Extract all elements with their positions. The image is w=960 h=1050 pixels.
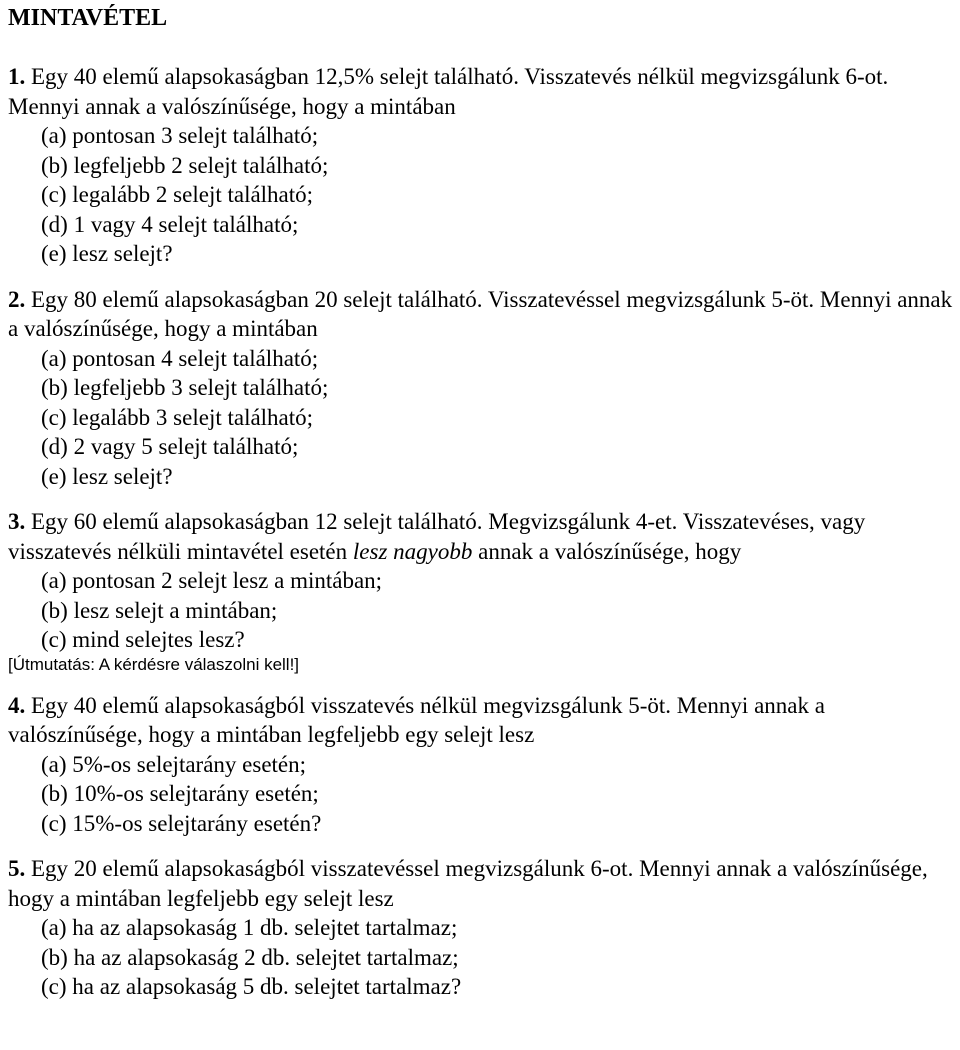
problem-1-item-a: (a) pontosan 3 selejt található; — [41, 123, 319, 148]
document-page — [8, 4, 954, 1002]
problem-5-item-c: (c) ha az alapsokaság 5 db. selejtet tartalmaz? — [41, 974, 462, 999]
problem-3-text-before: Egy 60 elemű alapsokaságban 12 selejt található. Megvizsgálunk 4-et. Visszatevéses, vagy visszatevés nélküli mintavétel esetén — [8, 509, 866, 564]
page-title: MINTAVÉTEL — [8, 5, 168, 31]
problem-3-item-a: (a) pontosan 2 selejt lesz a mintában; — [41, 568, 383, 593]
problem-3-hint: [Útmutatás: A kérdésre válaszolni kell!] — [8, 654, 300, 674]
problem-3-emphasis: lesz nagyobb — [352, 538, 473, 564]
problem-4-stem — [8, 691, 954, 750]
problem-3-number: 3. — [8, 509, 26, 534]
problem-3-item-c: (c) mind selejtes lesz? — [41, 627, 245, 652]
problem-4-item-b: (b) 10%-os selejtarány esetén; — [41, 781, 319, 806]
problem-3-text-after: annak a valószínűsége, hogy — [472, 538, 742, 564]
problem-2-item-d: (d) 2 vagy 5 selejt található; — [41, 434, 299, 459]
problem-4-item-c: (c) 15%-os selejtarány esetén? — [41, 810, 322, 836]
problem-3-stem — [8, 507, 954, 566]
problem-4-number: 4. — [8, 692, 26, 718]
problem-5-item-a: (a) ha az alapsokaság 1 db. selejtet tartalmaz; — [41, 915, 458, 940]
problem-2-number: 2. — [8, 286, 26, 312]
problem-1-item-d: (d) 1 vagy 4 selejt található; — [41, 211, 299, 237]
problem-4 — [8, 691, 954, 839]
problem-2-item-e: (e) lesz selejt? — [41, 463, 173, 489]
problem-1-number: 1. — [8, 64, 26, 89]
problem-2-item-c: (c) legalább 3 selejt található; — [41, 404, 314, 430]
problem-1-stem — [8, 62, 954, 121]
problem-5-text: Egy 20 elemű alapsokaságból visszatevéssel megvizsgálunk 6-ot. Mennyi annak a valószínűsége, hogy a mintában legfeljebb egy selejt lesz — [8, 856, 928, 911]
problem-3 — [8, 507, 954, 675]
problem-1-item-b: (b) legfeljebb 2 selejt található; — [41, 152, 329, 178]
problem-1-text: Egy 40 elemű alapsokaságban 12,5% selejt található. Visszatevés nélkül megvizsgálunk 6-ot. Mennyi annak a valószínűsége, hogy a mintában — [8, 64, 889, 119]
problem-1-item-c: (c) legalább 2 selejt található; — [41, 182, 314, 207]
problem-2-item-b: (b) legfeljebb 3 selejt található; — [41, 375, 329, 400]
problem-5-number: 5. — [8, 856, 26, 881]
problem-4-item-a: (a) 5%-os selejtarány esetén; — [41, 751, 307, 777]
problem-4-text: Egy 40 elemű alapsokaságból visszatevés nélkül megvizsgálunk 5-öt. Mennyi annak a valószínűsége, hogy a mintában legfeljebb egy selejt lesz — [8, 692, 825, 747]
problem-3-item-b: (b) lesz selejt a mintában; — [41, 597, 278, 623]
problem-2-text: Egy 80 elemű alapsokaságban 20 selejt található. Visszatevéssel megvizsgálunk 5-öt. Mennyi annak a valószínűsége, hogy a mintában — [8, 286, 953, 341]
problem-1 — [8, 62, 954, 269]
problem-5 — [8, 854, 954, 1002]
problem-2-item-a: (a) pontosan 4 selejt található; — [41, 345, 319, 371]
problem-2-stem — [8, 285, 954, 344]
problem-5-stem — [8, 854, 954, 913]
problem-5-item-b: (b) ha az alapsokaság 2 db. selejtet tartalmaz; — [41, 944, 459, 970]
problem-1-item-e: (e) lesz selejt? — [41, 241, 173, 266]
problem-2 — [8, 285, 954, 492]
